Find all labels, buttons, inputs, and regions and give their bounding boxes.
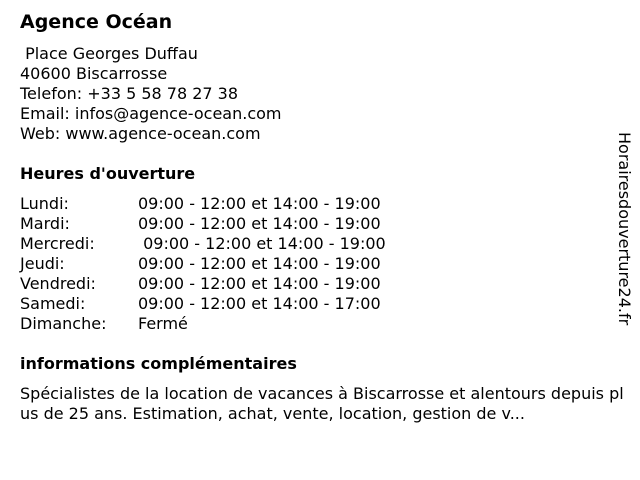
- address-street: Place Georges Duffau: [20, 44, 198, 63]
- day-label: Mardi:: [20, 214, 70, 233]
- day-hours: 09:00 - 12:00 et 14:00 - 19:00: [138, 234, 386, 253]
- hours-row-monday: [20, 194, 440, 214]
- day-hours: 09:00 - 12:00 et 14:00 - 19:00: [138, 194, 381, 213]
- day-label: Jeudi:: [20, 254, 65, 273]
- day-label: Samedi:: [20, 294, 86, 313]
- day-label: Vendredi:: [20, 274, 96, 293]
- hours-row-friday: [20, 274, 440, 294]
- hours-row-saturday: [20, 294, 440, 314]
- additional-info-text: Spécialistes de la location de vacances à Biscarrosse et alentours depuis plus de 25 ans. Estimation, achat, vente, location, gestion de v...: [20, 384, 624, 423]
- day-hours: 09:00 - 12:00 et 14:00 - 19:00: [138, 274, 381, 293]
- day-hours: Fermé: [138, 314, 188, 333]
- additional-info-heading: informations complémentaires: [20, 354, 297, 373]
- opening-hours-heading: Heures d'ouverture: [20, 164, 196, 183]
- hours-row-wednesday: [20, 234, 440, 254]
- email-line: Email: infos@agence-ocean.com: [20, 104, 282, 123]
- hours-row-thursday: [20, 254, 440, 274]
- site-watermark: Horairesdouverture24.fr: [615, 132, 634, 326]
- hours-row-tuesday: [20, 214, 440, 234]
- hours-row-sunday: [20, 314, 440, 334]
- day-hours: 09:00 - 12:00 et 14:00 - 19:00: [138, 214, 381, 233]
- business-title: Agence Océan: [20, 11, 173, 33]
- address-block: [20, 44, 282, 144]
- day-label: Dimanche:: [20, 314, 107, 333]
- opening-hours-table: [20, 194, 440, 334]
- phone-line: Telefon: +33 5 58 78 27 38: [20, 84, 239, 103]
- day-label: Lundi:: [20, 194, 69, 213]
- address-city: 40600 Biscarrosse: [20, 64, 168, 83]
- day-hours: 09:00 - 12:00 et 14:00 - 17:00: [138, 294, 381, 313]
- day-hours: 09:00 - 12:00 et 14:00 - 19:00: [138, 254, 381, 273]
- web-line: Web: www.agence-ocean.com: [20, 124, 261, 143]
- day-label: Mercredi:: [20, 234, 95, 253]
